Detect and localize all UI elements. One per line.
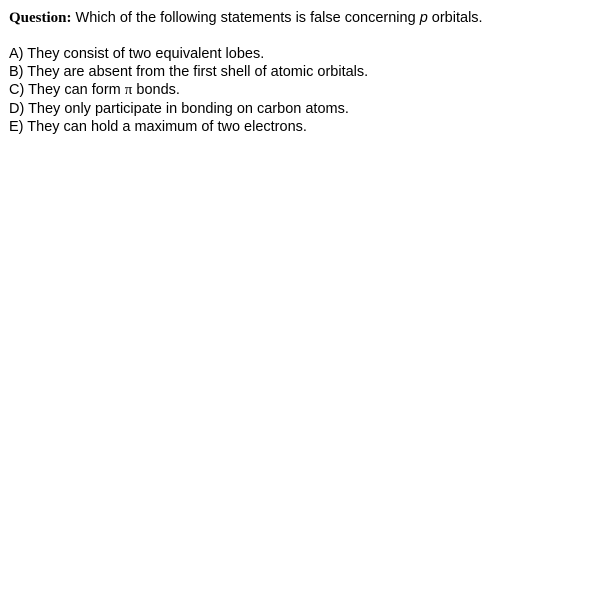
option-a: A) They consist of two equivalent lobes. — [9, 46, 265, 62]
question-label: Question: — [9, 10, 72, 26]
question-block — [9, 9, 589, 136]
question-text-after: orbitals. — [427, 10, 483, 26]
question-variable: p — [419, 10, 428, 26]
option-c-text-before: C) They can form — [9, 82, 125, 99]
question-stem — [9, 9, 589, 27]
option-d: D) They only participate in bonding on carbon atoms. — [9, 100, 349, 117]
question-text-before: Which of the following statements is false concerning — [71, 10, 420, 26]
pi-symbol: π — [124, 82, 133, 99]
answer-options — [9, 45, 589, 136]
option-e: E) They can hold a maximum of two electrons. — [9, 118, 307, 135]
option-c-text-after: bonds. — [132, 82, 180, 99]
option-c — [9, 81, 589, 99]
option-b: B) They are absent from the first shell of atomic orbitals. — [9, 64, 369, 81]
